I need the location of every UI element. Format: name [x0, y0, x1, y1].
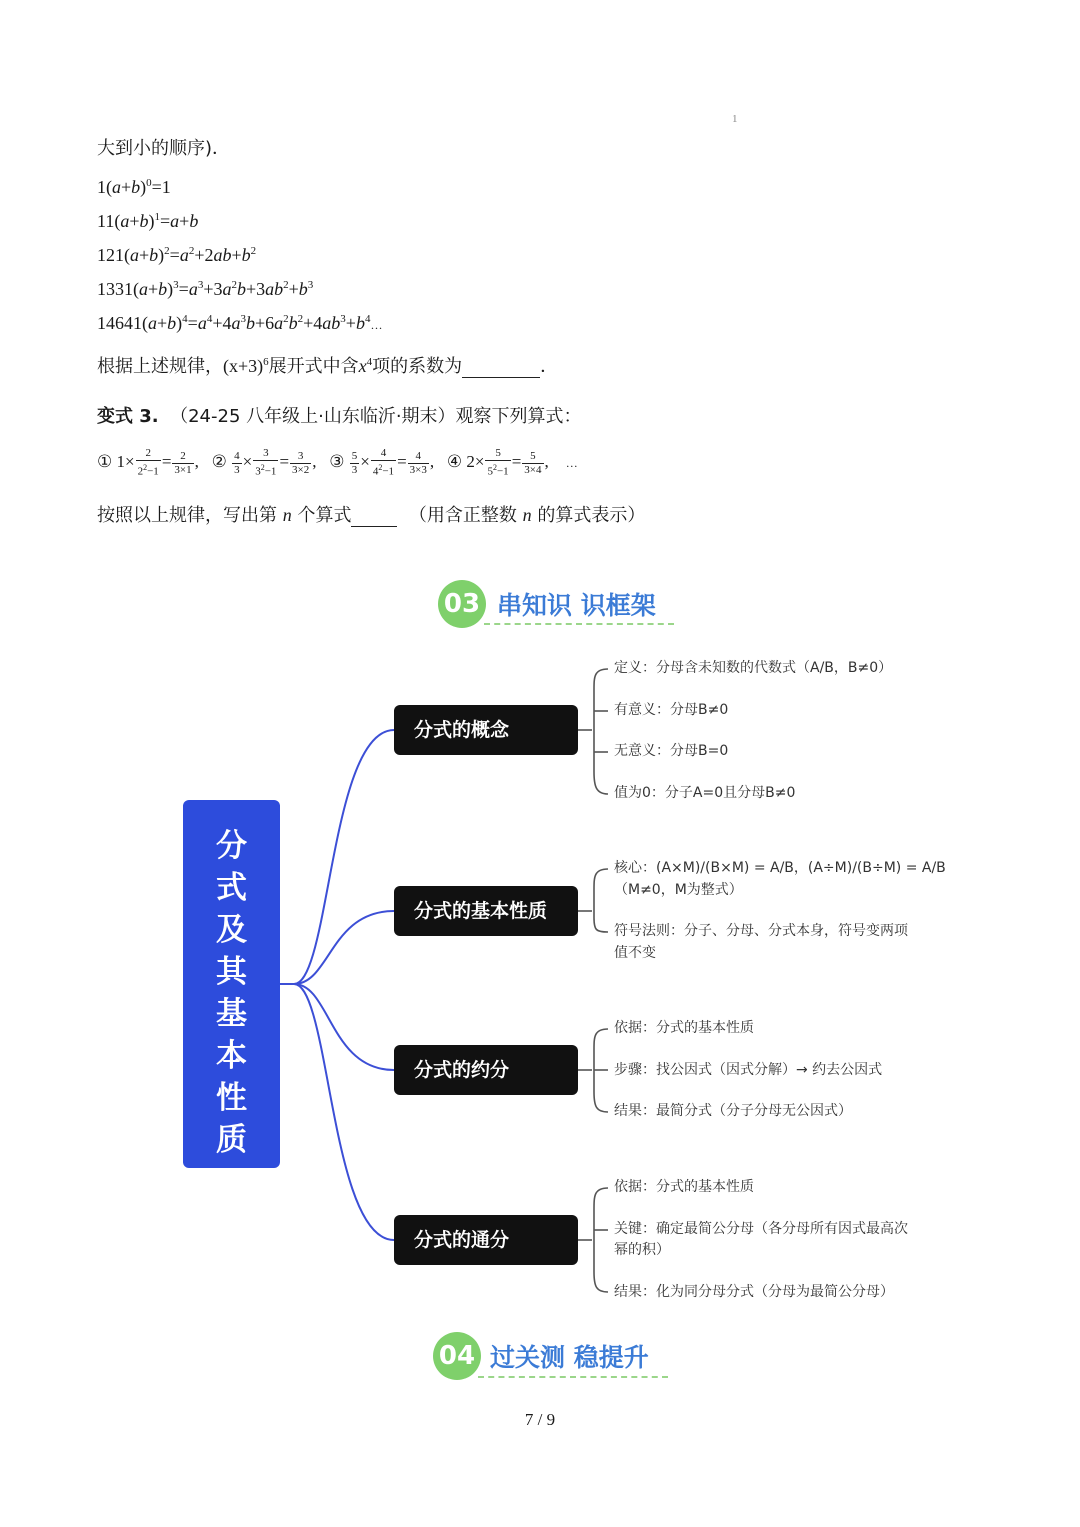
mindmap-leaf: 依据：分式的基本性质	[614, 1020, 754, 1036]
variant-label: 变式 3.	[97, 406, 159, 427]
pascal-row-1: $1(a+b)^0=1$	[97, 177, 171, 197]
equation-marker: ②	[211, 452, 227, 471]
mindmap-root-char: 及	[216, 912, 247, 948]
section-title: 串知识 识框架	[497, 591, 656, 620]
mindmap-branch-reduction: 分式的约分	[394, 1045, 578, 1095]
mindmap-branch-concept: 分式的概念	[394, 705, 578, 755]
pascal-row-number: 1	[97, 177, 106, 197]
question-variable-exponent: 4	[366, 356, 373, 368]
mindmap-leaf: 有意义：分母B≠0	[614, 702, 729, 718]
variant-source: （24-25 八年级上·山东临沂·期末）观察下列算式：	[170, 406, 582, 427]
mindmap-leaf: 符号法则：分子、分母、分式本身，符号变两项	[614, 923, 908, 939]
pascal-row-number: 11	[97, 211, 115, 231]
equation-marker: ④	[446, 452, 463, 471]
question-text: 根据上述规律，	[97, 356, 223, 377]
task-variable: n	[522, 505, 532, 525]
question-text: 展开式中含	[268, 356, 359, 377]
equation-marker: ①	[97, 452, 113, 471]
mindmap-branch-common-denominator: 分式的通分	[394, 1215, 578, 1265]
mindmap-leaf: 幂的积）	[614, 1242, 670, 1258]
mindmap-leaf: 定义：分母含未知数的代数式（A/B，B≠0）	[614, 660, 893, 676]
mindmap-leaf: （M≠0，M为整式）	[614, 882, 743, 898]
pascal-row-5: $14641(a+b)^4=a^4+4a^3b+6a^2b^2+4ab^3+b^4\dots$	[97, 313, 383, 333]
pascal-row-2: $11(a+b)^1=a+b$	[97, 211, 199, 231]
mindmap-leaf: 核心：(A×M)/(B×M) = A/B，(A÷M)/(B÷M) = A/B	[614, 860, 946, 876]
task-text: （用含正整数	[408, 505, 517, 526]
task-text: 的算式表示）	[537, 505, 646, 526]
mindmap-root-char: 式	[216, 870, 247, 906]
page-marker: 1	[732, 113, 738, 125]
section-divider	[478, 1376, 668, 1378]
equation-line: ① 1× $\frac{2}{2^2-1}$ = $\frac{2}{3\times 1}$ , ② $\frac{4}{3}$ × $\frac{3}{3^2-1}$ = $\frac{3}{3\times 2}$ , ③ $\frac{5}{3}$ × $\frac{4}{4^2-1}$ = $\frac{4}{3\times 3}$ , ④ 2× $\frac{5}{5^2-1}$ = $\frac{5}{3\times 4}$ , …	[97, 447, 578, 478]
mindmap-root-char: 性	[216, 1080, 247, 1116]
intro-text: 大到小的顺序)．	[97, 138, 231, 159]
mindmap-leaf: 关键：确定最简公分母（各分母所有因式最高次	[614, 1221, 908, 1237]
pascal-row-number: 121	[97, 245, 124, 265]
mindmap-root	[183, 800, 280, 1168]
pascal-row-number: 14641	[97, 313, 142, 333]
task-variable: n	[282, 505, 292, 525]
section-number-badge: 03	[438, 580, 486, 628]
mindmap-root-char: 分	[216, 828, 247, 864]
section-number-badge: 04	[433, 1332, 481, 1380]
task-text: 按照以上规律，写出第	[97, 505, 277, 526]
page-number: 7 / 9	[524, 1410, 556, 1429]
section-title: 过关测 稳提升	[490, 1343, 649, 1372]
mindmap-root-char: 基	[216, 996, 247, 1032]
task-text: 个算式	[297, 505, 352, 526]
mindmap-leaf: 结果：化为同分母分式（分母为最简公分母）	[614, 1284, 894, 1300]
question-variable: x	[358, 356, 367, 376]
question-end: ．	[540, 356, 559, 377]
mindmap-root-char: 本	[216, 1038, 247, 1074]
mindmap-leaf: 依据：分式的基本性质	[614, 1179, 754, 1195]
mindmap-leaf: 结果：最简分式（分子分母无公因式）	[614, 1103, 852, 1119]
mindmap-branch-properties: 分式的基本性质	[394, 886, 578, 936]
question-text: 项的系数为	[372, 356, 463, 377]
question-expression: (x+3)	[223, 356, 264, 376]
equation-ellipsis: …	[565, 456, 578, 470]
mindmap-leaf: 值不变	[614, 945, 656, 961]
equation-marker: ③	[329, 452, 345, 471]
mindmap-leaf: 值为0：分子A=0且分母B≠0	[614, 785, 796, 801]
pascal-row-3: $121(a+b)^2=a^2+2ab+b^2$	[97, 245, 257, 265]
mindmap-leaf: 无意义：分母B=0	[614, 743, 729, 759]
mindmap-root-char: 质	[216, 1122, 247, 1158]
pascal-row-number: 1331	[97, 279, 133, 299]
mindmap-root-char: 其	[216, 954, 247, 990]
mindmap-leaf: 步骤：找公因式（因式分解）→ 约去公因式	[614, 1062, 883, 1078]
pascal-row-4: $1331(a+b)^3=a^3+3a^2b+3ab^2+b^3$	[97, 279, 314, 299]
question-exponent: 6	[263, 356, 269, 368]
